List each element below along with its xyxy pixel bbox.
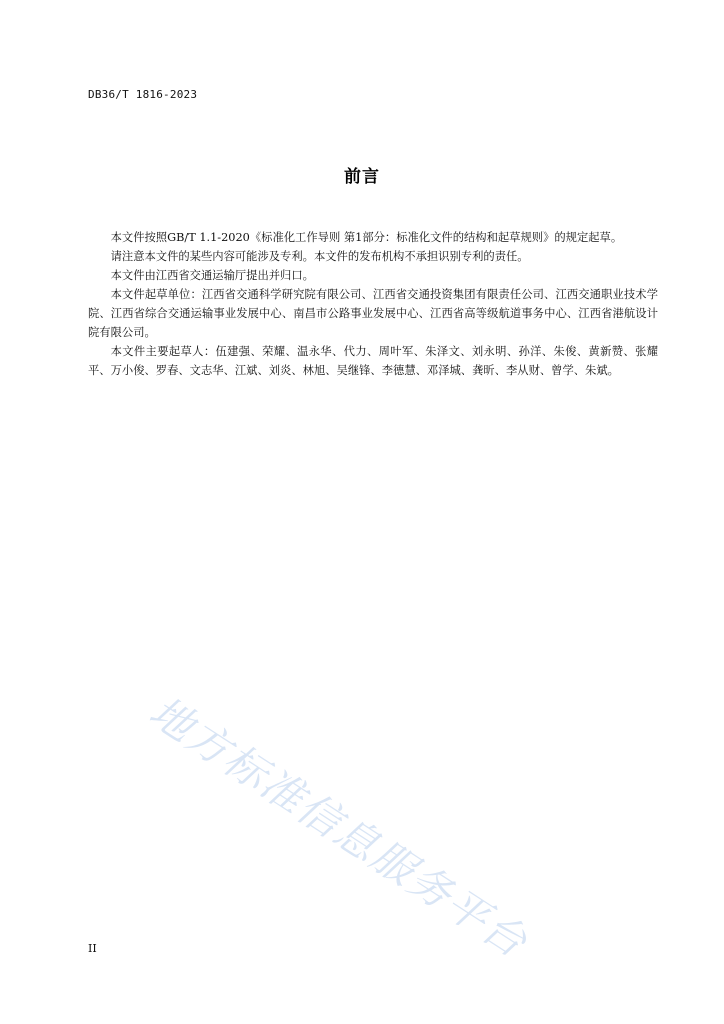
paragraph-patent-notice: 请注意本文件的某些内容可能涉及专利。本文件的发布机构不承担识别专利的责任。 [110,250,529,263]
foreword-body [88,228,658,380]
paragraph-drafting-rules: 本文件按照GB/T 1.1-2020《标准化工作导则 第1部分：标准化文件的结构和起草规则》的规定起草。 [110,231,623,244]
page-number: II [88,942,97,955]
document-code: DB36/T 1816-2023 [88,88,198,101]
page-title: 前言 [344,167,380,187]
paragraph-drafting-units: 本文件起草单位：江西省交通科学研究院有限公司、江西省交通投资集团有限责任公司、江西交通职业技术学院、江西省综合交通运输事业发展中心、南昌市公路事业发展中心、江西省高等级航道事务中心、江西省港航设计院有限公司。 [88,288,658,339]
paragraph-drafters: 本文件主要起草人：伍建强、荣耀、温永华、代力、周叶军、朱泽文、刘永明、孙洋、朱俊、黄新赞、张耀平、万小俊、罗春、文志华、江斌、刘炎、林旭、吴继锋、李德慧、邓泽城、龚昕、李从财、曾学、朱斌。 [88,345,658,377]
watermark: 地方标准信息服务平台 [140,686,537,968]
paragraph-proposer: 本文件由江西省交通运输厅提出并归口。 [110,269,314,282]
